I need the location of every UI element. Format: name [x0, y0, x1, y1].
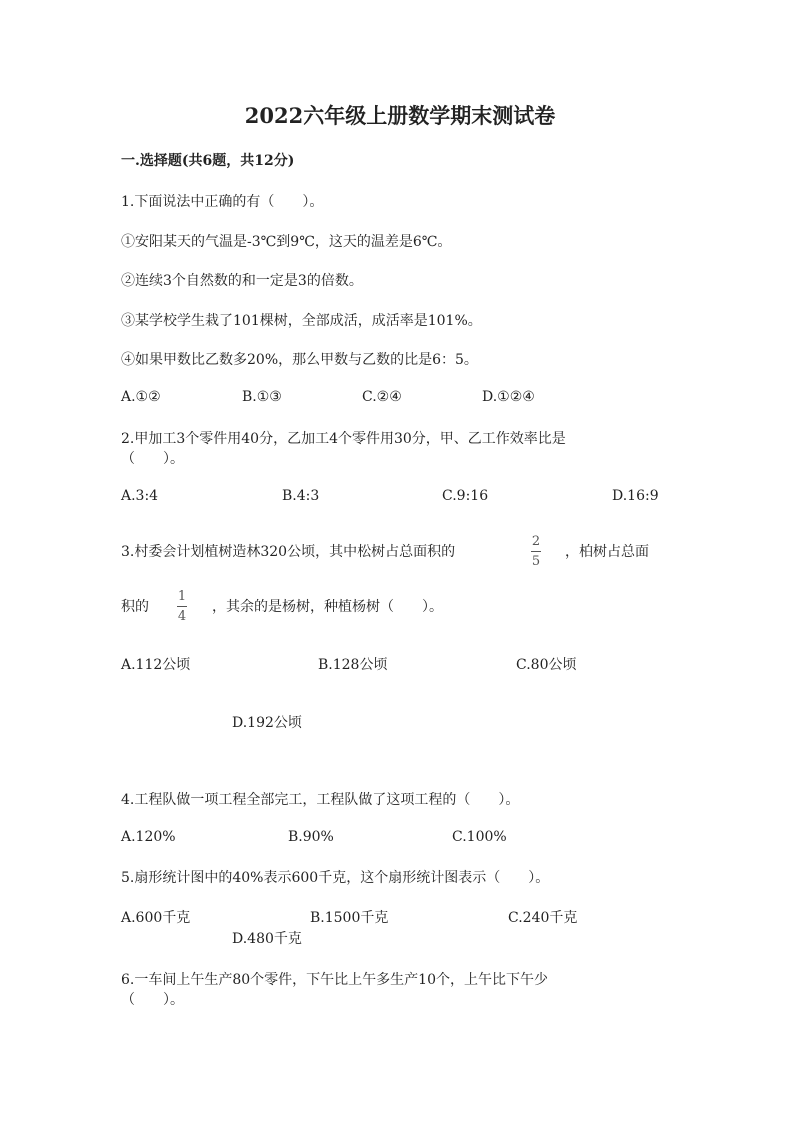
question-3-option-b: B.128公顷 — [318, 657, 388, 673]
page-title: 2022六年级上册数学期末测试卷 — [244, 103, 556, 128]
question-5-option-b: B.1500千克 — [310, 910, 389, 926]
fraction-two-fifths — [531, 534, 541, 569]
section-heading: 一.选择题(共6题，共12分) — [121, 153, 295, 169]
question-1-option-c: C.②④ — [362, 389, 402, 405]
question-5-option-c: C.240千克 — [508, 910, 578, 926]
question-3-stem-line-1b: ，柏树占总面 — [565, 544, 649, 560]
fraction-one-fourth — [177, 589, 187, 624]
question-2-stem-line-2: （ ）。 — [121, 451, 184, 467]
question-3-option-a: A.112公顷 — [121, 657, 191, 673]
question-1-statement-1: ①安阳某天的气温是-3℃到9℃，这天的温差是6℃。 — [121, 234, 452, 250]
question-1-option-b: B.①③ — [242, 389, 282, 405]
question-5-stem: 5.扇形统计图中的40%表示600千克，这个扇形统计图表示（ ）。 — [121, 870, 550, 886]
question-2-option-b: B.4:3 — [282, 488, 320, 504]
question-3-option-d: D.192公顷 — [232, 715, 302, 731]
question-3-stem-line-2a: 积的 — [121, 599, 149, 615]
question-1-statement-4: ④如果甲数比乙数多20%，那么甲数与乙数的比是6：5。 — [121, 352, 478, 368]
fraction-bar — [531, 551, 541, 552]
question-3-stem-line-2b: ，其余的是杨树，种植杨树（ ）。 — [212, 599, 443, 615]
fraction-bar — [177, 606, 187, 607]
question-2-option-d: D.16:9 — [612, 488, 659, 504]
question-4-stem: 4.工程队做一项工程全部完工，工程队做了这项工程的（ ）。 — [121, 792, 520, 808]
question-1-statement-3: ③某学校学生栽了101棵树，全部成活，成活率是101%。 — [121, 313, 482, 329]
question-1-stem: 1.下面说法中正确的有（ ）。 — [121, 194, 324, 210]
fraction-numerator: 1 — [177, 589, 187, 604]
question-2-option-a: A.3:4 — [121, 488, 159, 504]
question-2-stem-line-1: 2.甲加工3个零件用40分，乙加工4个零件用30分，甲、乙工作效率比是 — [121, 431, 566, 447]
question-1-option-d: D.①②④ — [482, 389, 535, 405]
question-2-option-c: C.9:16 — [442, 488, 489, 504]
question-6-stem-line-1: 6.一车间上午生产80个零件，下午比上午多生产10个，上午比下午少 — [121, 972, 548, 988]
question-4-option-c: C.100% — [452, 829, 507, 845]
question-3-option-c: C.80公顷 — [516, 657, 577, 673]
question-1-option-a: A.①② — [121, 389, 161, 405]
question-3-stem-line-1a: 3.村委会计划植树造林320公顷，其中松树占总面积的 — [121, 544, 456, 560]
fraction-denominator: 4 — [177, 609, 187, 624]
question-5-option-a: A.600千克 — [121, 910, 191, 926]
question-5-option-d: D.480千克 — [232, 931, 302, 947]
fraction-numerator: 2 — [531, 534, 541, 549]
question-4-option-a: A.120% — [121, 829, 176, 845]
question-6-stem-line-2: （ ）。 — [121, 992, 184, 1008]
question-1-statement-2: ②连续3个自然数的和一定是3的倍数。 — [121, 273, 363, 289]
fraction-denominator: 5 — [531, 554, 541, 569]
question-4-option-b: B.90% — [288, 829, 334, 845]
